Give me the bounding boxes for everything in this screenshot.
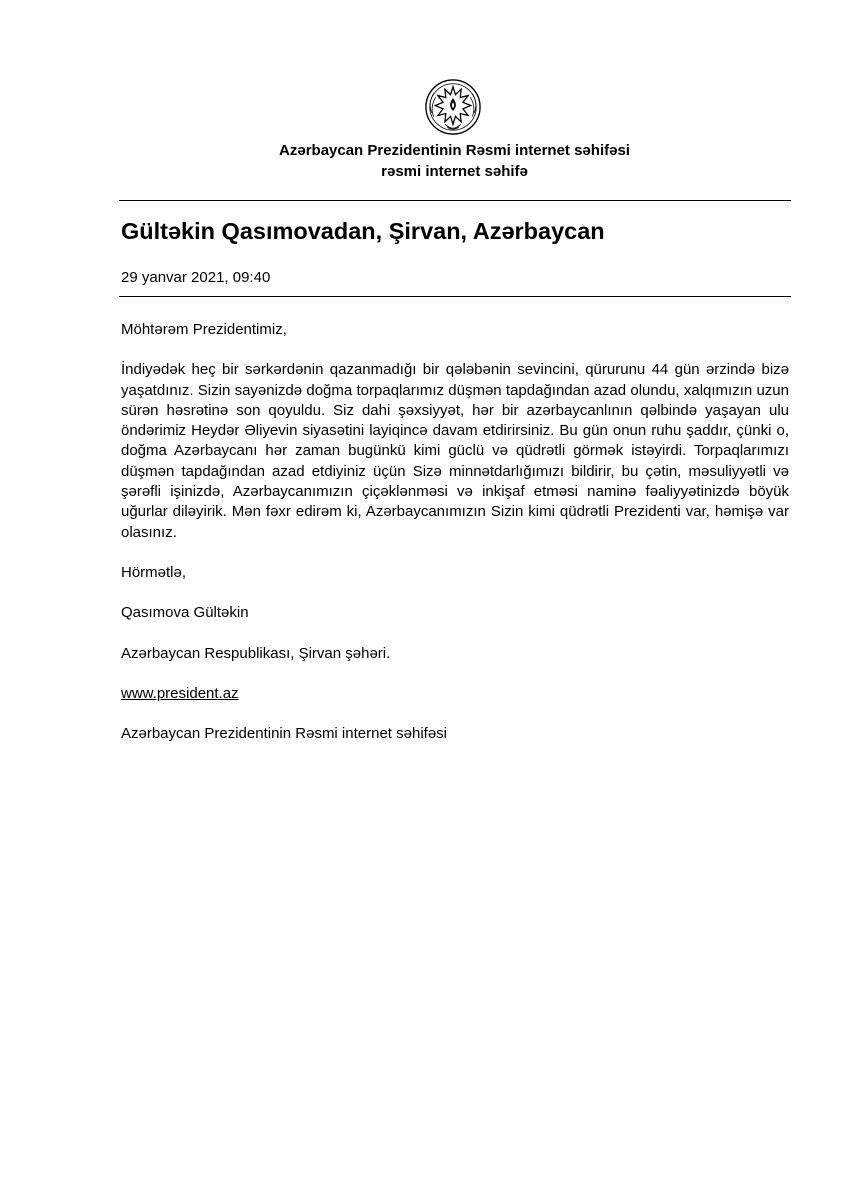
site-subtitle: rəsmi internet səhifə xyxy=(381,163,528,180)
salutation: Möhtərəm Prezidentimiz, xyxy=(121,321,287,338)
site-name: Azərbaycan Prezidentinin Rəsmi internet səhifəsi xyxy=(279,142,630,159)
article-date: 29 yanvar 2021, 09:40 xyxy=(121,269,271,286)
state-emblem-icon xyxy=(424,78,482,136)
title-divider xyxy=(119,296,791,297)
article-content xyxy=(121,320,789,764)
closing: Hörmətlə, xyxy=(121,563,187,581)
article-title: Gültəkin Qasımovadan, Şirvan, Azərbaycan xyxy=(121,218,605,244)
page-header xyxy=(0,140,849,182)
signature: Qasımova Gültəkin xyxy=(121,604,249,622)
sender-location: Azərbaycan Respublikası, Şirvan şəhəri. xyxy=(121,644,391,662)
website-link[interactable]: www.president.az xyxy=(121,684,239,702)
footer-site-name: Azərbaycan Prezidentinin Rəsmi internet səhifəsi xyxy=(121,725,447,743)
article-body: İndiyədək heç bir sərkərdənin qazanmadığı bir qələbənin sevincini, qürurunu 44 gün ərzində bizə yaşatdınız. Sizin sayənizdə doğma torpaqlarımız düşmən tapdağından azad olundu, xalqımızın uzun sürən həsrətinə son qoyuldu. Siz dahi şəxsiyyət, hər bir azərbaycanlının qəlbində yaşayan ulu öndərimiz Heydər Əliyevin siyasətini layiqincə davam etdirirsiniz. Bu gün onun ruhu şaddır, çünki o, doğma Azərbaycanı hər zaman bugünkü kimi güclü və qüdrətli görmək istəyirdi. Torpaqlarımızı düşmən tapdağından azad etdiyiniz üçün Sizə minnətdarlığımızı bildirir, bu çətin, məsuliyyətli və şərəfli işinizdə, Azərbaycanımızın çiçəklənməsi və inkişaf etməsi naminə fəaliyyətinizdə böyük uğurlar diləyirik. Mən fəxr edirəm ki, Azərbaycanımızın Sizin kimi qüdrətli Prezidenti var, həmişə var olasınız. xyxy=(121,361,789,541)
header-divider xyxy=(119,200,791,201)
